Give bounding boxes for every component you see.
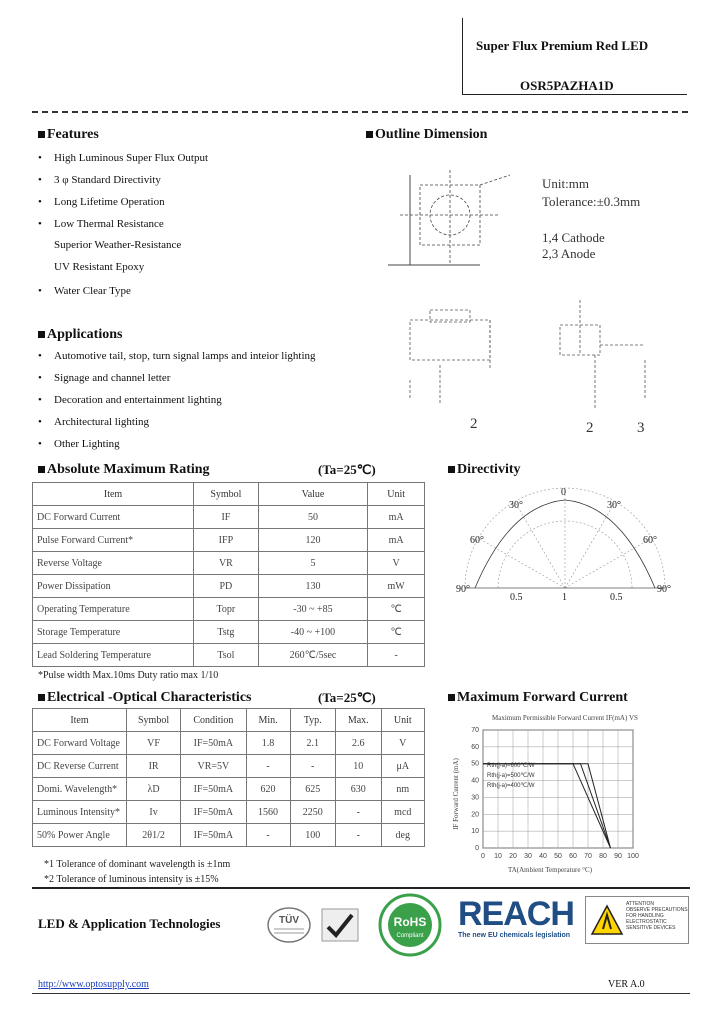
table-cell: 50 (258, 506, 368, 529)
table-cell: mW (368, 575, 425, 598)
table-header-row (33, 709, 425, 732)
eo-condition: (Ta=25℃) (318, 690, 376, 705)
table-header-cell: Item (33, 483, 194, 506)
table-cell: Luminous Intensity* (33, 801, 127, 824)
table-cell: 1560 (246, 801, 290, 824)
y-tick-label: 30 (471, 794, 479, 802)
application-item: • Automotive tail, stop, turn signal lamps and inteior lighting (38, 350, 316, 362)
table-cell: - (290, 755, 335, 778)
led-side-view-body (410, 320, 490, 360)
table-cell: Tsol (194, 644, 259, 667)
table-cell: Tstg (194, 621, 259, 644)
pin-label-2b: 2 (586, 420, 594, 436)
dir-angle-60-right: 60° (643, 535, 657, 546)
table-cell: mcd (381, 801, 424, 824)
table-cell: -30 ~ +85 (258, 598, 368, 621)
table-cell: Power Dissipation (33, 575, 194, 598)
footer-bottom-divider (32, 993, 690, 994)
application-item: • Architectural lighting (38, 416, 149, 428)
table-cell: IF=50mA (181, 824, 246, 847)
table-cell: deg (381, 824, 424, 847)
tuv-logo (266, 905, 312, 945)
table-cell: - (368, 644, 425, 667)
table-cell: V (368, 552, 425, 575)
table-cell: nm (381, 778, 424, 801)
table-cell: 625 (290, 778, 335, 801)
tuv-logo-text: TÜV (279, 915, 299, 926)
dir-scale-1: 1 (562, 592, 567, 603)
x-tick-label: 40 (539, 853, 547, 860)
features-heading: Features (38, 127, 99, 143)
tolerance-label: Tolerance:±0.3mm (542, 194, 641, 209)
max-forward-ylabel: IF Forward Current (mA) (451, 758, 460, 830)
dir-angle-90-right: 90° (657, 584, 671, 595)
y-tick-label: 60 (471, 743, 479, 751)
application-item: • Signage and channel letter (38, 372, 171, 384)
feature-item: • 3 φ Standard Directivity (38, 174, 161, 186)
table-cell: - (335, 824, 381, 847)
table-row (33, 801, 425, 824)
dir-scale-0-5-right: 0.5 (610, 592, 623, 603)
table-cell: Reverse Voltage (33, 552, 194, 575)
table-row (33, 506, 425, 529)
header-divider (32, 111, 688, 113)
table-cell: IFP (194, 529, 259, 552)
table-cell: 1.8 (246, 732, 290, 755)
table-row (33, 621, 425, 644)
x-tick-label: 100 (627, 853, 639, 860)
feature-item: • Long Lifetime Operation (38, 196, 165, 208)
table-cell: IR (126, 755, 180, 778)
feature-item: Superior Weather-Resistance (54, 239, 182, 251)
feature-item: • Water Clear Type (38, 285, 131, 297)
table-cell: - (335, 801, 381, 824)
table-cell: 100 (290, 824, 335, 847)
table-cell: λD (126, 778, 180, 801)
unit-label: Unit:mm (542, 176, 589, 191)
esd-text: ATTENTION OBSERVE PRECAUTIONS FOR HANDLING ELECTROSTATIC SENSITIVE DEVICES (626, 901, 688, 931)
y-tick-label: 20 (471, 811, 479, 819)
table-header-cell: Symbol (194, 483, 259, 506)
table-cell: 2θ1/2 (126, 824, 180, 847)
table-row (33, 598, 425, 621)
rohs-text: RoHS (393, 915, 427, 929)
table-row (33, 529, 425, 552)
table-cell: Operating Temperature (33, 598, 194, 621)
footer-divider (32, 887, 690, 889)
table-cell: 630 (335, 778, 381, 801)
table-cell: mA (368, 506, 425, 529)
table-cell: 2.1 (290, 732, 335, 755)
table-cell: Storage Temperature (33, 621, 194, 644)
eo-table (32, 708, 425, 847)
eo-note-1: *1 Tolerance of dominant wavelength is ±1nm (44, 859, 231, 870)
table-row (33, 575, 425, 598)
abs-max-condition: (Ta=25℃) (318, 462, 376, 477)
table-cell: DC Reverse Current (33, 755, 127, 778)
table-cell: DC Forward Current (33, 506, 194, 529)
part-number: OSR5PAZHA1D (520, 78, 614, 93)
application-item: • Other Lighting (38, 438, 120, 450)
abs-max-note: *Pulse width Max.10ms Duty ratio max 1/10 (38, 670, 219, 681)
rohs-logo (378, 893, 442, 957)
abs-max-heading: Absolute Maximum Rating (38, 462, 210, 478)
website-link[interactable]: http://www.optosupply.com (38, 979, 149, 990)
table-header-cell: Min. (246, 709, 290, 732)
y-tick-label: 70 (471, 727, 479, 734)
esd-warning-logo (585, 896, 689, 944)
table-header-cell: Unit (368, 483, 425, 506)
table-header-cell: Symbol (126, 709, 180, 732)
x-tick-label: 70 (584, 853, 592, 860)
x-tick-label: 60 (569, 853, 577, 860)
table-cell: IF=50mA (181, 801, 246, 824)
anode-label: 2,3 Anode (542, 246, 596, 261)
x-tick-label: 10 (494, 853, 502, 860)
table-cell: VR (194, 552, 259, 575)
pin-label-3: 3 (637, 420, 645, 436)
table-cell: VF (126, 732, 180, 755)
table-row (33, 552, 425, 575)
x-tick-label: 30 (524, 853, 532, 860)
max-forward-chart (455, 722, 655, 867)
table-header-cell: Typ. (290, 709, 335, 732)
feature-item: • High Luminous Super Flux Output (38, 152, 209, 164)
table-cell: 620 (246, 778, 290, 801)
table-cell: Pulse Forward Current* (33, 529, 194, 552)
table-cell: - (246, 755, 290, 778)
dir-angle-30-right: 30° (607, 500, 621, 511)
series-label: Rth(j-a)=600℃/W (487, 763, 535, 770)
table-row (33, 732, 425, 755)
series-label: Rth(j-a)=500℃/W (487, 773, 535, 780)
table-cell: 2250 (290, 801, 335, 824)
table-header-cell: Unit (381, 709, 424, 732)
x-tick-label: 50 (554, 853, 562, 860)
table-row (33, 755, 425, 778)
y-tick-label: 10 (471, 828, 479, 836)
cathode-label: 1,4 Cathode (542, 230, 605, 245)
table-cell: μA (381, 755, 424, 778)
table-cell: 130 (258, 575, 368, 598)
table-cell: IF (194, 506, 259, 529)
y-tick-label: 50 (471, 760, 479, 768)
table-header-cell: Condition (181, 709, 246, 732)
table-cell: DC Forward Voltage (33, 732, 127, 755)
max-forward-heading: Maximum Forward Current (448, 690, 628, 706)
table-cell: IF=50mA (181, 778, 246, 801)
version-label: VER A.0 (608, 979, 645, 990)
x-tick-label: 90 (614, 853, 622, 860)
company-name: LED & Application Technologies (38, 916, 221, 931)
table-cell: PD (194, 575, 259, 598)
table-header-cell: Value (258, 483, 368, 506)
product-title: Super Flux Premium Red LED (476, 38, 649, 53)
table-cell: 50% Power Angle (33, 824, 127, 847)
table-cell: mA (368, 529, 425, 552)
table-cell: IF=50mA (181, 732, 246, 755)
table-cell: 2.6 (335, 732, 381, 755)
table-cell: 5 (258, 552, 368, 575)
dir-scale-0-5-left: 0.5 (510, 592, 523, 603)
applications-heading: Applications (38, 327, 122, 343)
table-cell: 10 (335, 755, 381, 778)
outline-heading: Outline Dimension (366, 127, 487, 143)
abs-max-table (32, 482, 425, 667)
max-forward-xlabel: TA(Ambient Temperature °C) (508, 866, 593, 874)
eo-note-2: *2 Tolerance of luminous intensity is ±15% (44, 874, 219, 885)
table-cell: Topr (194, 598, 259, 621)
feature-item: • Low Thermal Resistance (38, 218, 164, 230)
table-cell: ℃ (368, 621, 425, 644)
table-cell: V (381, 732, 424, 755)
table-header-row (33, 483, 425, 506)
series-label: Rth(j-a)=400℃/W (487, 783, 535, 790)
table-cell: 120 (258, 529, 368, 552)
application-item: • Decoration and entertainment lighting (38, 394, 222, 406)
table-cell: - (246, 824, 290, 847)
pin-label-2a: 2 (470, 416, 478, 432)
x-tick-label: 20 (509, 853, 517, 860)
feature-item: UV Resistant Epoxy (54, 261, 145, 273)
y-tick-label: 0 (475, 845, 479, 852)
rohs-subtext: Compliant (396, 933, 424, 939)
reach-logo (458, 895, 574, 944)
x-tick-label: 80 (599, 853, 607, 860)
dir-angle-0: 0 (561, 487, 566, 498)
reach-text: REACH (458, 895, 574, 933)
dir-angle-30-left: 30° (509, 500, 523, 511)
table-cell: Lead Soldering Temperature (33, 644, 194, 667)
table-header-cell: Max. (335, 709, 381, 732)
eo-heading: Electrical -Optical Characteristics (38, 690, 251, 706)
table-row (33, 824, 425, 847)
directivity-heading: Directivity (448, 462, 521, 478)
table-cell: Domi. Wavelength* (33, 778, 127, 801)
table-cell: ℃ (368, 598, 425, 621)
table-cell: -40 ~ +100 (258, 621, 368, 644)
y-tick-label: 40 (471, 777, 479, 785)
table-cell: 260℃/5sec (258, 644, 368, 667)
table-cell: VR=5V (181, 755, 246, 778)
table-row (33, 778, 425, 801)
table-row (33, 644, 425, 667)
reach-subtext: The new EU chemicals legislation (458, 932, 571, 939)
dir-angle-60-left: 60° (470, 535, 484, 546)
table-header-cell: Item (33, 709, 127, 732)
x-tick-label: 0 (481, 853, 485, 860)
max-forward-chart-title: Maximum Permissible Forward Current IF(mA) VS (492, 714, 638, 722)
certification-check-logo (318, 905, 362, 945)
dir-angle-90-left: 90° (456, 584, 470, 595)
table-cell: Iv (126, 801, 180, 824)
